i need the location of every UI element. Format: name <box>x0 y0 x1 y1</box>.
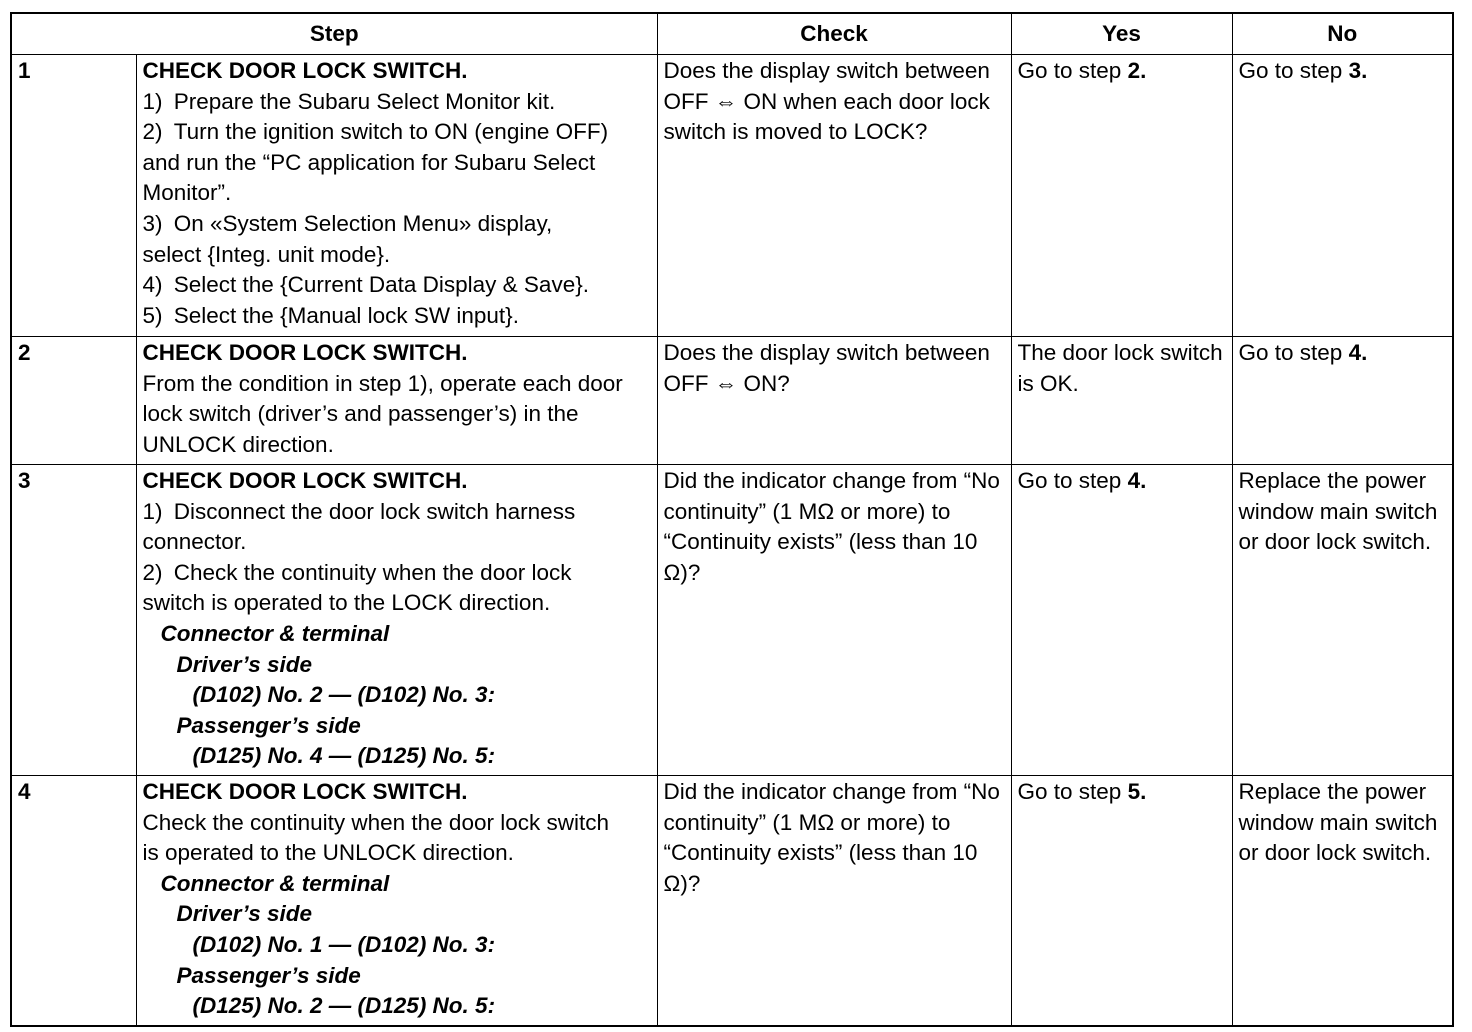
step-line: 5) Select the {Manual lock SW input}. <box>142 302 519 328</box>
check-cell: Did the indicator change from “No continuity” (1 MΩ or more) to “Continuity exists” (less than 10 Ω)? <box>657 465 1011 776</box>
step-number: 1 <box>11 55 136 337</box>
passenger-side-label: Passenger’s side <box>176 712 361 738</box>
yes-cell <box>1011 465 1232 776</box>
no-cell <box>1232 55 1453 337</box>
table-row <box>11 55 1453 337</box>
yes-text: Go to step <box>1017 58 1128 83</box>
header-yes: Yes <box>1011 13 1232 55</box>
diagnostic-table-wrapper <box>10 12 1454 1027</box>
step-title: CHECK DOOR LOCK SWITCH. <box>142 340 468 365</box>
diagnostic-table <box>10 12 1454 1027</box>
step-line: 1) Prepare the Subaru Select Monitor kit. <box>142 88 556 114</box>
table-row <box>11 776 1453 1027</box>
check-cell: Does the display switch between OFF ⇔ ON? <box>657 337 1011 465</box>
step-title: CHECK DOOR LOCK SWITCH. <box>142 468 468 493</box>
no-step-ref: 4. <box>1348 340 1368 365</box>
yes-cell <box>1011 55 1232 337</box>
no-text: Go to step <box>1238 58 1349 83</box>
step-title: CHECK DOOR LOCK SWITCH. <box>142 779 468 804</box>
passenger-side-terminals: (D125) No. 2 — (D125) No. 5: <box>192 993 496 1019</box>
step-line: Check the continuity when the door lock switch <box>142 809 609 835</box>
yes-text: Go to step <box>1017 779 1128 804</box>
step-line: is operated to the UNLOCK direction. <box>142 840 514 866</box>
step-line: 1) Disconnect the door lock switch harness <box>142 498 576 524</box>
step-cell <box>136 337 657 465</box>
step-line: 2) Check the continuity when the door lock <box>142 559 572 585</box>
yes-step-ref: 4. <box>1127 468 1147 493</box>
header-step: Step <box>11 13 657 55</box>
connector-terminal-heading: Connector & terminal <box>160 870 390 896</box>
check-cell: Does the display switch between OFF ⇔ ON when each door lock switch is moved to LOCK? <box>657 55 1011 337</box>
passenger-side-label: Passenger’s side <box>176 962 361 988</box>
step-number: 2 <box>11 337 136 465</box>
step-line: select {Integ. unit mode}. <box>142 241 391 267</box>
header-no: No <box>1232 13 1453 55</box>
no-step-ref: 3. <box>1348 58 1368 83</box>
no-cell: Replace the power window main switch or door lock switch. <box>1232 465 1453 776</box>
yes-step-ref: 2. <box>1127 58 1147 83</box>
check-cell: Did the indicator change from “No continuity” (1 MΩ or more) to “Continuity exists” (less than 10 Ω)? <box>657 776 1011 1027</box>
yes-step-ref: 5. <box>1127 779 1147 804</box>
header-row <box>11 13 1453 55</box>
step-line: and run the “PC application for Subaru Select <box>142 149 596 175</box>
driver-side-terminals: (D102) No. 2 — (D102) No. 3: <box>192 682 496 708</box>
table-row <box>11 337 1453 465</box>
driver-side-label: Driver’s side <box>176 651 313 677</box>
yes-text: Go to step <box>1017 468 1128 493</box>
yes-cell: The door lock switch is OK. <box>1011 337 1232 465</box>
step-cell <box>136 465 657 776</box>
step-number: 4 <box>11 776 136 1027</box>
step-line: connector. <box>142 529 247 555</box>
step-line: lock switch (driver’s and passenger’s) in the <box>142 401 579 427</box>
driver-side-label: Driver’s side <box>176 901 313 927</box>
driver-side-terminals: (D102) No. 1 — (D102) No. 3: <box>192 931 496 957</box>
header-check: Check <box>657 13 1011 55</box>
step-line: From the condition in step 1), operate each door <box>142 370 623 396</box>
step-line: 4) Select the {Current Data Display & Save}. <box>142 272 589 298</box>
no-cell <box>1232 337 1453 465</box>
passenger-side-terminals: (D125) No. 4 — (D125) No. 5: <box>192 743 496 769</box>
step-line: 2) Turn the ignition switch to ON (engine OFF) <box>142 119 609 145</box>
step-cell <box>136 55 657 337</box>
no-text: Go to step <box>1238 340 1349 365</box>
step-line: switch is operated to the LOCK direction. <box>142 590 551 616</box>
step-title: CHECK DOOR LOCK SWITCH. <box>142 58 468 83</box>
table-row <box>11 465 1453 776</box>
step-line: 3) On «System Selection Menu» display, <box>142 210 553 236</box>
step-line: UNLOCK direction. <box>142 431 334 457</box>
connector-terminal-heading: Connector & terminal <box>160 620 390 646</box>
yes-cell <box>1011 776 1232 1027</box>
no-cell: Replace the power window main switch or door lock switch. <box>1232 776 1453 1027</box>
step-line: Monitor”. <box>142 180 232 206</box>
step-number: 3 <box>11 465 136 776</box>
step-cell <box>136 776 657 1027</box>
